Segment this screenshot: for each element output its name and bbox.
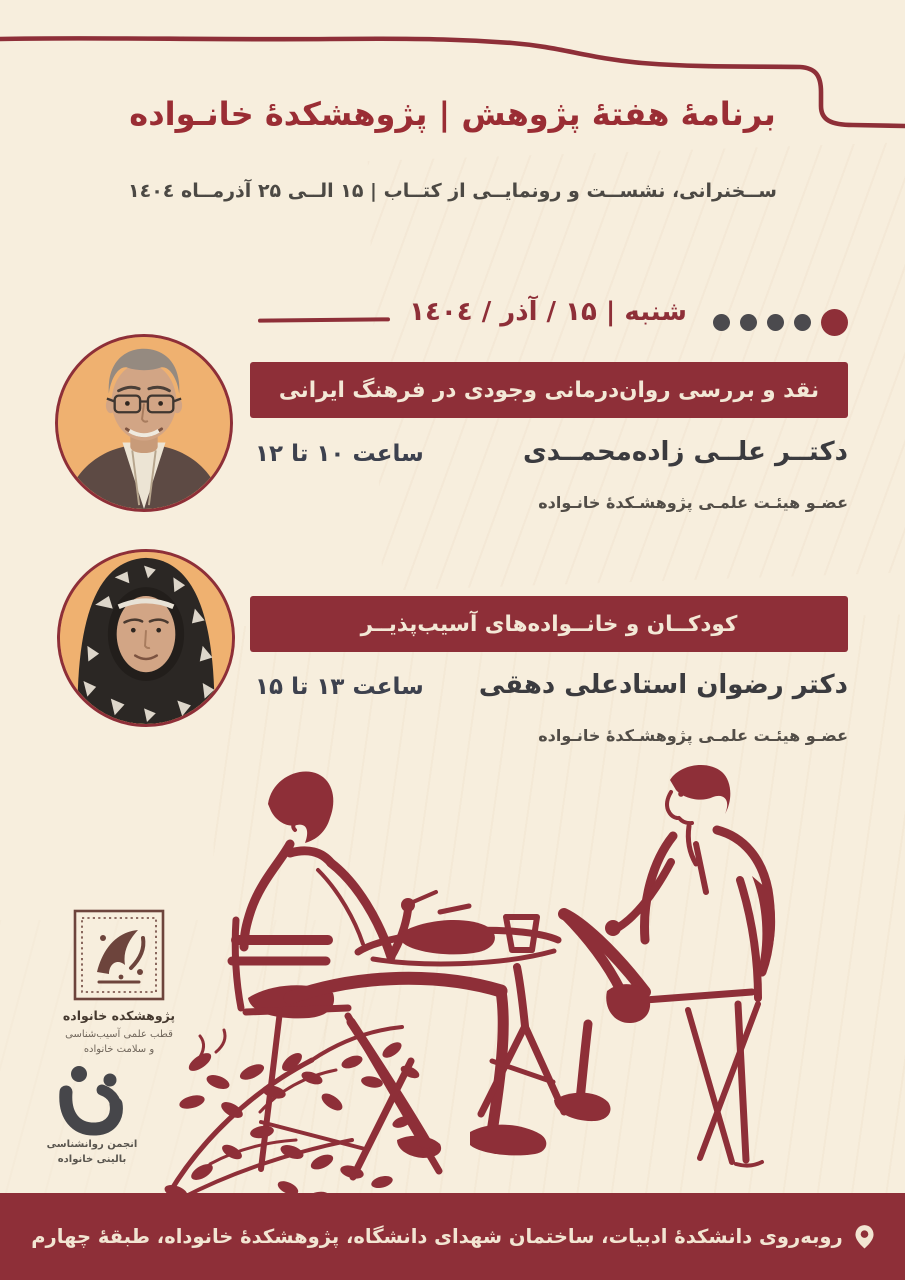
dot-icon	[713, 314, 730, 331]
speaker-photo-rezvan-ostadali-dehaghi	[57, 549, 235, 727]
session-title: کودکــان و خانــواده‌های آسیب‌پذیــر	[360, 611, 738, 637]
association-caption-line2: بالینی خانواده	[57, 1153, 127, 1165]
session-time: ساعت ۱۳ تا ۱۵	[255, 674, 424, 700]
speaker-affiliation: عضـو هیئـت علمـی پژوهشـکدۀ خانـواده	[538, 493, 848, 512]
venue-address: روبه‌روی دانشکدۀ ادبیات، ساختمان شهدای دانشگاه، پژوهشکدۀ خانوداه، طبقۀ چهارم	[31, 1225, 843, 1248]
dot-icon	[767, 314, 784, 331]
session-time: ساعت ۱۰ تا ۱۲	[255, 441, 424, 467]
university-logo-caption-line3: و سلامت خانواده	[83, 1044, 155, 1055]
university-logo-caption-line2: قطب علمی آسیب‌شناسی	[65, 1029, 173, 1040]
speaker-name: دکتر رضوان استادعلی دهقی	[478, 670, 848, 700]
date-divider-line	[258, 317, 390, 322]
dot-icon-large	[821, 309, 848, 336]
date-dots-ornament	[713, 309, 848, 336]
session-title-banner	[250, 596, 848, 652]
dot-icon	[740, 314, 757, 331]
association-logo-caption	[12, 1138, 172, 1167]
session-title: نقد و بررسی روان‌درمانی وجودی در فرهنگ ایرانی	[278, 377, 820, 403]
shahid-beheshti-university-logo	[72, 908, 166, 1002]
location-bar	[0, 1193, 905, 1280]
family-clinical-psychology-association-logo	[52, 1062, 132, 1136]
event-date: شنبه | ۱۵ / آذر / ۱٤۰٤	[409, 297, 687, 327]
speaker-affiliation: عضـو هیئـت علمـی پژوهشـکدۀ خانـواده	[538, 726, 848, 745]
speaker-name: دکتــر علــی زاده‌محمــدی	[522, 437, 848, 467]
location-pin-icon	[855, 1224, 874, 1249]
cafe-conversation-illustration	[140, 760, 860, 1208]
session-title-banner	[250, 362, 848, 418]
dot-icon	[794, 314, 811, 331]
poster-subtitle: ســخنرانی، نشســت و رونمایــی از کتــاب | ۱۵ الــی ۲۵ آذرمــاه ۱٤۰٤	[128, 180, 777, 202]
association-caption-line1: انجمن روانشناسی	[46, 1139, 138, 1150]
university-logo-caption: پژوهشکده خانواده	[62, 1008, 176, 1023]
speaker-photo-ali-zadehmohammadi	[55, 334, 233, 512]
poster-title: برنامۀ هفتۀ پژوهش | پژوهشکدۀ خانـواده	[129, 95, 776, 133]
